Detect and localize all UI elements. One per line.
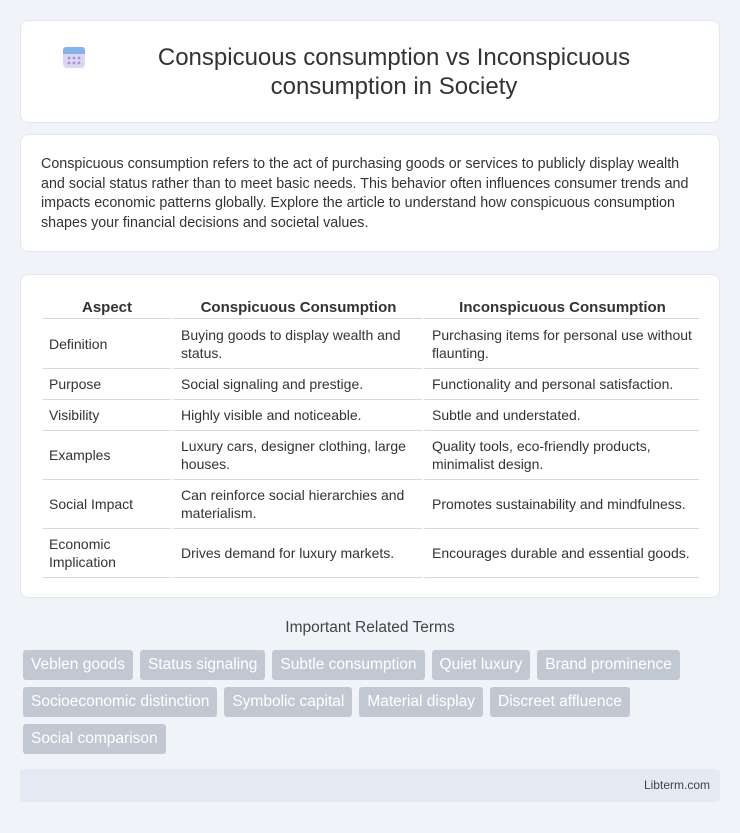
intro-paragraph: Conspicuous consumption refers to the act of purchasing goods or services to publicly display wealth and social status rather than to meet basic needs. This behavior often influences consumer trends and impacts economic patterns globally. Explore the article to understand how conspicuous consumption shapes your financial decisions and societal values.: [41, 156, 689, 231]
term-tag[interactable]: Social comparison: [23, 724, 166, 754]
table-row: [43, 369, 699, 400]
term-tag[interactable]: Status signaling: [140, 650, 265, 680]
table-row: [43, 431, 699, 480]
table-row: [43, 480, 699, 529]
footer-site-link[interactable]: Libterm.com: [643, 778, 710, 792]
row-conspicuous: Drives demand for luxury markets.: [171, 529, 422, 578]
row-conspicuous: Highly visible and noticeable.: [171, 400, 422, 431]
row-aspect: Social Impact: [43, 480, 171, 529]
term-tag[interactable]: Symbolic capital: [224, 687, 352, 717]
table-row: [43, 400, 699, 431]
comparison-table: [43, 297, 699, 578]
calendar-icon: [61, 44, 87, 70]
term-tag[interactable]: Subtle consumption: [272, 650, 424, 680]
comparison-card: [20, 274, 720, 598]
row-inconspicuous: Subtle and understated.: [422, 400, 699, 431]
row-aspect: Definition: [43, 319, 171, 369]
header-inconspicuous: Inconspicuous Consumption: [422, 297, 699, 319]
table-header-row: [43, 297, 699, 319]
title-card: [20, 20, 720, 123]
header-conspicuous: Conspicuous Consumption: [171, 297, 422, 319]
row-inconspicuous: Quality tools, eco-friendly products, minimalist design.: [422, 431, 699, 480]
row-conspicuous: Luxury cars, designer clothing, large houses.: [171, 431, 422, 480]
row-aspect: Economic Implication: [43, 529, 171, 578]
row-aspect: Visibility: [43, 400, 171, 431]
intro-card: [20, 134, 720, 252]
row-conspicuous: Buying goods to display wealth and status.: [171, 319, 422, 369]
row-inconspicuous: Functionality and personal satisfaction.: [422, 369, 699, 400]
row-inconspicuous: Encourages durable and essential goods.: [422, 529, 699, 578]
row-aspect: Purpose: [43, 369, 171, 400]
footer: [20, 769, 720, 802]
row-conspicuous: Social signaling and prestige.: [171, 369, 422, 400]
term-tag[interactable]: Discreet affluence: [490, 687, 630, 717]
header-aspect: Aspect: [43, 297, 171, 319]
row-inconspicuous: Purchasing items for personal use without flaunting.: [422, 319, 699, 369]
row-inconspicuous: Promotes sustainability and mindfulness.: [422, 480, 699, 529]
related-terms-heading: Important Related Terms: [285, 619, 455, 636]
term-tag[interactable]: Socioeconomic distinction: [23, 687, 217, 717]
term-tag[interactable]: Brand prominence: [537, 650, 680, 680]
page-title: Conspicuous consumption vs Inconspicuous consumption in Society: [157, 43, 631, 100]
term-tag[interactable]: Material display: [359, 687, 483, 717]
term-tag[interactable]: Quiet luxury: [432, 650, 531, 680]
related-terms-list: [23, 650, 713, 754]
row-conspicuous: Can reinforce social hierarchies and materialism.: [171, 480, 422, 529]
row-aspect: Examples: [43, 431, 171, 480]
table-row: [43, 319, 699, 369]
table-row: [43, 529, 699, 578]
term-tag[interactable]: Veblen goods: [23, 650, 133, 680]
